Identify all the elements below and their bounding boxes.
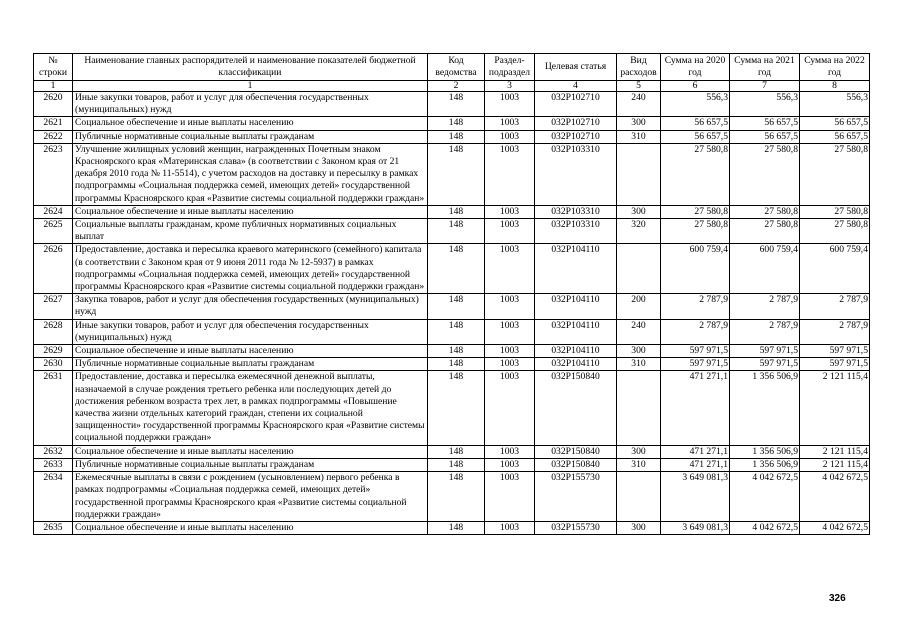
row-name-cell: Социальное обеспечение и иные выплаты населению	[73, 205, 428, 218]
section-cell: 1003	[485, 319, 535, 344]
header-sum-2020: Сумма на 2020 год	[661, 54, 730, 81]
sum-2020-cell: 600 759,4	[661, 244, 730, 294]
sum-2022-cell: 2 121 115,4	[800, 371, 870, 445]
row-name-cell: Публичные нормативные социальные выплаты гражданам	[73, 130, 428, 143]
sum-2022-cell: 597 971,5	[800, 358, 870, 371]
row-number-cell: 2627	[34, 294, 73, 319]
target-item-cell: 032Р155730	[535, 472, 617, 522]
table-row	[34, 445, 870, 458]
expense-kind-cell: 320	[617, 219, 661, 244]
header-row-number: № строки	[34, 54, 73, 81]
header-target-item: Целевая статья	[535, 54, 617, 81]
sum-2021-cell: 556,3	[730, 92, 800, 117]
section-cell: 1003	[485, 205, 535, 218]
sum-2022-cell: 27 580,8	[800, 143, 870, 205]
row-name-cell: Публичные нормативные социальные выплаты гражданам	[73, 358, 428, 371]
expense-kind-cell: 310	[617, 130, 661, 143]
column-number: 7	[730, 81, 800, 92]
row-name-cell: Иные закупки товаров, работ и услуг для обеспечения государственных (муниципальных) нужд	[73, 319, 428, 344]
sum-2022-cell: 56 657,5	[800, 117, 870, 130]
sum-2022-cell: 4 042 672,5	[800, 521, 870, 534]
row-name-cell: Улучшение жилищных условий женщин, награжденных Почетным знаком Красноярского края «Материнская слава» (в соответствии с Законом края от 21 декабря 2010 года № 11-5514), с учетом расходов на доставку и пересылку в рамках подпрограммы «Социальная поддержка семей, имеющих детей» государственной программы Красноярского края «Развитие системы социальной поддержки граждан»	[73, 143, 428, 205]
row-number-cell: 2633	[34, 458, 73, 471]
target-item-cell: 032Р102710	[535, 130, 617, 143]
table-body	[34, 92, 870, 535]
sum-2022-cell: 27 580,8	[800, 219, 870, 244]
header-dept-code: Код ведомства	[428, 54, 485, 81]
sum-2021-cell: 597 971,5	[730, 358, 800, 371]
row-number-cell: 2623	[34, 143, 73, 205]
header-sum-2021: Сумма на 2021 год	[730, 54, 800, 81]
target-item-cell: 032Р155730	[535, 521, 617, 534]
sum-2020-cell: 56 657,5	[661, 117, 730, 130]
sum-2022-cell: 2 121 115,4	[800, 458, 870, 471]
table-row	[34, 358, 870, 371]
sum-2020-cell: 597 971,5	[661, 345, 730, 358]
sum-2020-cell: 597 971,5	[661, 358, 730, 371]
target-item-cell: 032Р150840	[535, 371, 617, 445]
section-cell: 1003	[485, 92, 535, 117]
sum-2020-cell: 2 787,9	[661, 294, 730, 319]
expense-kind-cell: 300	[617, 521, 661, 534]
dept-code-cell: 148	[428, 219, 485, 244]
table-row	[34, 117, 870, 130]
sum-2022-cell: 556,3	[800, 92, 870, 117]
table-row	[34, 294, 870, 319]
expense-kind-cell: 240	[617, 319, 661, 344]
target-item-cell: 032Р150840	[535, 458, 617, 471]
target-item-cell: 032Р103310	[535, 143, 617, 205]
column-number: 8	[800, 81, 870, 92]
expense-kind-cell: 200	[617, 294, 661, 319]
dept-code-cell: 148	[428, 294, 485, 319]
dept-code-cell: 148	[428, 458, 485, 471]
section-cell: 1003	[485, 472, 535, 522]
sum-2022-cell: 597 971,5	[800, 345, 870, 358]
sum-2021-cell: 4 042 672,5	[730, 472, 800, 522]
section-cell: 1003	[485, 445, 535, 458]
row-number-cell: 2620	[34, 92, 73, 117]
target-item-cell: 032Р102710	[535, 92, 617, 117]
column-number: 6	[661, 81, 730, 92]
table-row	[34, 521, 870, 534]
sum-2020-cell: 3 649 081,3	[661, 472, 730, 522]
row-number-cell: 2624	[34, 205, 73, 218]
header-section: Раздел-подраздел	[485, 54, 535, 81]
column-number: 5	[617, 81, 661, 92]
row-number-cell: 2621	[34, 117, 73, 130]
sum-2020-cell: 556,3	[661, 92, 730, 117]
row-name-cell: Социальное обеспечение и иные выплаты населению	[73, 117, 428, 130]
table-row	[34, 92, 870, 117]
sum-2020-cell: 56 657,5	[661, 130, 730, 143]
sum-2021-cell: 1 356 506,9	[730, 445, 800, 458]
sum-2021-cell: 1 356 506,9	[730, 458, 800, 471]
row-name-cell: Социальное обеспечение и иные выплаты населению	[73, 345, 428, 358]
table-row	[34, 472, 870, 522]
row-number-cell: 2635	[34, 521, 73, 534]
row-name-cell: Предоставление, доставка и пересылка краевого материнского (семейного) капитала (в соответствии с Законом края от 9 июня 2011 года № 12-5937) в рамках подпрограммы «Социальная поддержка семей, имеющих детей» государственной программы Красноярского края «Развитие системы социальной поддержки граждан»	[73, 244, 428, 294]
table-row	[34, 143, 870, 205]
row-number-cell: 2629	[34, 345, 73, 358]
budget-table	[33, 53, 870, 535]
column-number: 1	[73, 81, 428, 92]
target-item-cell: 032Р103310	[535, 219, 617, 244]
table-row	[34, 219, 870, 244]
target-item-cell: 032Р104110	[535, 244, 617, 294]
table-row	[34, 458, 870, 471]
section-cell: 1003	[485, 143, 535, 205]
column-number: 4	[535, 81, 617, 92]
sum-2021-cell: 597 971,5	[730, 345, 800, 358]
header-expense-kind: Вид расходов	[617, 54, 661, 81]
row-name-cell: Иные закупки товаров, работ и услуг для обеспечения государственных (муниципальных) нужд	[73, 92, 428, 117]
sum-2022-cell: 600 759,4	[800, 244, 870, 294]
row-number-cell: 2628	[34, 319, 73, 344]
dept-code-cell: 148	[428, 130, 485, 143]
row-number-cell: 2622	[34, 130, 73, 143]
row-number-cell: 2632	[34, 445, 73, 458]
sum-2020-cell: 2 787,9	[661, 319, 730, 344]
expense-kind-cell	[617, 143, 661, 205]
expense-kind-cell: 300	[617, 345, 661, 358]
dept-code-cell: 148	[428, 445, 485, 458]
sum-2020-cell: 3 649 081,3	[661, 521, 730, 534]
section-cell: 1003	[485, 371, 535, 445]
sum-2021-cell: 27 580,8	[730, 205, 800, 218]
dept-code-cell: 148	[428, 244, 485, 294]
section-cell: 1003	[485, 219, 535, 244]
expense-kind-cell	[617, 371, 661, 445]
table-row	[34, 319, 870, 344]
column-number-row	[34, 81, 870, 92]
target-item-cell: 032Р150840	[535, 445, 617, 458]
dept-code-cell: 148	[428, 117, 485, 130]
target-item-cell: 032Р104110	[535, 294, 617, 319]
section-cell: 1003	[485, 130, 535, 143]
target-item-cell: 032Р104110	[535, 345, 617, 358]
sum-2022-cell: 27 580,8	[800, 205, 870, 218]
expense-kind-cell: 300	[617, 205, 661, 218]
dept-code-cell: 148	[428, 472, 485, 522]
sum-2020-cell: 27 580,8	[661, 143, 730, 205]
row-number-cell: 2631	[34, 371, 73, 445]
sum-2021-cell: 2 787,9	[730, 294, 800, 319]
dept-code-cell: 148	[428, 371, 485, 445]
sum-2020-cell: 27 580,8	[661, 205, 730, 218]
section-cell: 1003	[485, 244, 535, 294]
header-name: Наименование главных распорядителей и наименование показателей бюджетной классификации	[73, 54, 428, 81]
section-cell: 1003	[485, 117, 535, 130]
target-item-cell: 032Р104110	[535, 319, 617, 344]
header-row	[34, 54, 870, 81]
expense-kind-cell: 310	[617, 358, 661, 371]
sum-2021-cell: 56 657,5	[730, 117, 800, 130]
dept-code-cell: 148	[428, 345, 485, 358]
expense-kind-cell: 300	[617, 117, 661, 130]
row-name-cell: Предоставление, доставка и пересылка ежемесячной денежной выплаты, назначаемой в случае рождения третьего ребенка или последующих детей до достижения ребенком возраста трех лет, в рамках подпрограммы «Повышение качества жизни отдельных категорий граждан, степени их социальной защищенности» государственной программы Красноярского края «Развитие системы социальной поддержки граждан»	[73, 371, 428, 445]
row-number-cell: 2634	[34, 472, 73, 522]
sum-2022-cell: 4 042 672,5	[800, 472, 870, 522]
expense-kind-cell: 310	[617, 458, 661, 471]
expense-kind-cell: 240	[617, 92, 661, 117]
dept-code-cell: 148	[428, 92, 485, 117]
row-name-cell: Закупка товаров, работ и услуг для обеспечения государственных (муниципальных) нужд	[73, 294, 428, 319]
table-row	[34, 345, 870, 358]
sum-2021-cell: 4 042 672,5	[730, 521, 800, 534]
table-row	[34, 130, 870, 143]
row-name-cell: Публичные нормативные социальные выплаты гражданам	[73, 458, 428, 471]
table-row	[34, 371, 870, 445]
table-row	[34, 205, 870, 218]
row-name-cell: Ежемесячные выплаты в связи с рождением (усыновлением) первого ребенка в рамках подпрограммы «Социальная поддержка семей, имеющих детей» государственной программы Красноярского края «Развитие системы социальной поддержки граждан»	[73, 472, 428, 522]
sum-2021-cell: 1 356 506,9	[730, 371, 800, 445]
column-number: 2	[428, 81, 485, 92]
target-item-cell: 032Р102710	[535, 117, 617, 130]
sum-2022-cell: 2 121 115,4	[800, 445, 870, 458]
sum-2022-cell: 2 787,9	[800, 319, 870, 344]
section-cell: 1003	[485, 358, 535, 371]
section-cell: 1003	[485, 345, 535, 358]
header-sum-2022: Сумма на 2022 год	[800, 54, 870, 81]
dept-code-cell: 148	[428, 205, 485, 218]
sum-2021-cell: 27 580,8	[730, 219, 800, 244]
dept-code-cell: 148	[428, 143, 485, 205]
expense-kind-cell: 300	[617, 445, 661, 458]
sum-2022-cell: 56 657,5	[800, 130, 870, 143]
row-name-cell: Социальное обеспечение и иные выплаты населению	[73, 521, 428, 534]
sum-2020-cell: 471 271,1	[661, 371, 730, 445]
dept-code-cell: 148	[428, 358, 485, 371]
row-number-cell: 2630	[34, 358, 73, 371]
page-number: 326	[829, 593, 846, 604]
row-number-cell: 2625	[34, 219, 73, 244]
table-row	[34, 244, 870, 294]
section-cell: 1003	[485, 294, 535, 319]
dept-code-cell: 148	[428, 521, 485, 534]
sum-2020-cell: 471 271,1	[661, 458, 730, 471]
dept-code-cell: 148	[428, 319, 485, 344]
section-cell: 1003	[485, 458, 535, 471]
sum-2021-cell: 27 580,8	[730, 143, 800, 205]
column-number: 3	[485, 81, 535, 92]
sum-2021-cell: 56 657,5	[730, 130, 800, 143]
column-number: 1	[34, 81, 73, 92]
sum-2020-cell: 471 271,1	[661, 445, 730, 458]
sum-2022-cell: 2 787,9	[800, 294, 870, 319]
sum-2020-cell: 27 580,8	[661, 219, 730, 244]
row-name-cell: Социальное обеспечение и иные выплаты населению	[73, 445, 428, 458]
row-number-cell: 2626	[34, 244, 73, 294]
sum-2021-cell: 600 759,4	[730, 244, 800, 294]
sum-2021-cell: 2 787,9	[730, 319, 800, 344]
expense-kind-cell	[617, 244, 661, 294]
target-item-cell: 032Р103310	[535, 205, 617, 218]
row-name-cell: Социальные выплаты гражданам, кроме публичных нормативных социальных выплат	[73, 219, 428, 244]
section-cell: 1003	[485, 521, 535, 534]
target-item-cell: 032Р104110	[535, 358, 617, 371]
expense-kind-cell	[617, 472, 661, 522]
